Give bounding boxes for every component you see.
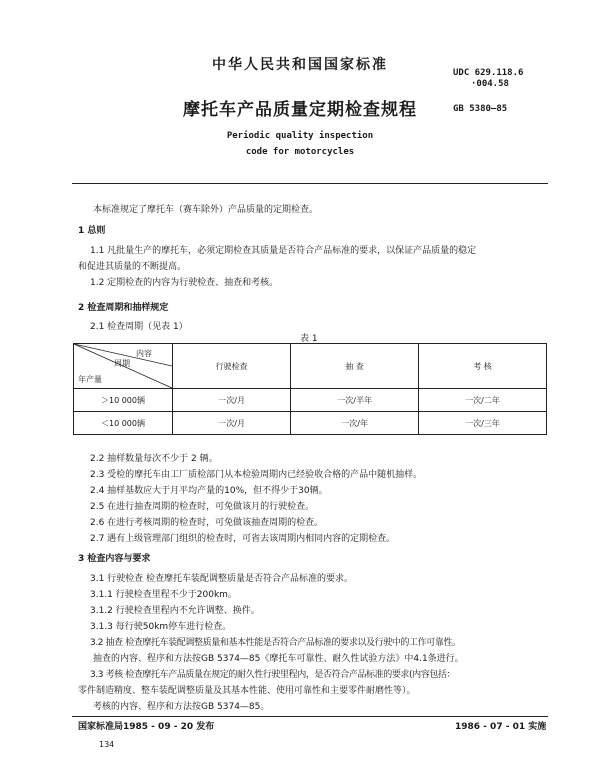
english-title-line-2: code for motorcycles <box>245 147 355 157</box>
para-2-7: 2.7 遇有上级管理部门组织的检查时，可省去该周期内相同内容的定期检查。 <box>90 534 396 544</box>
corner-label-period: 周期 <box>114 359 130 368</box>
column-header-sampling: 抽 查 <box>291 344 419 389</box>
inspection-period-table <box>73 343 547 435</box>
para-1-1-line-1: 1.1 凡批量生产的摩托车，必须定期检查其质量是否符合产品标准的要求，以保证产品质量的稳定 <box>90 246 477 256</box>
gb-number: GB 5380—85 <box>453 104 508 114</box>
para-2-5: 2.5 在进行抽查周期的检查时，可免做该月的行驶检查。 <box>90 502 315 512</box>
para-3-1: 3.1 行驶检查 检查摩托车装配调整质量是否符合产品标准的要求。 <box>90 574 354 584</box>
para-3-1-2: 3.1.2 行驶检查里程内不允许调整、换件。 <box>90 606 260 616</box>
table-row <box>74 389 547 412</box>
top-rule <box>72 183 548 184</box>
table-corner-cell <box>74 344 173 389</box>
row-sampling-cell: 一次/半年 <box>291 389 419 412</box>
table-caption: 表 1 <box>300 334 318 344</box>
row-road-test-cell: 一次/月 <box>173 389 291 412</box>
row-assessment-cell: 一次/二年 <box>419 389 547 412</box>
para-3-3-line-3: 考核的内容、程序和方法按GB 5374—85。 <box>93 702 270 712</box>
para-2-1: 2.1 检查周期（见表 1） <box>90 322 188 332</box>
table-row <box>74 412 547 435</box>
para-1-2: 1.2 定期检查的内容为行驶检查、抽查和考核。 <box>90 278 279 288</box>
intro-text: 本标准规定了摩托车（赛车除外）产品质量的定期检查。 <box>93 205 319 215</box>
para-3-1-3: 3.1.3 每行驶50km停车进行检查。 <box>90 622 232 632</box>
effective-date: 1986 - 07 - 01 实施 <box>455 722 547 732</box>
para-3-3-line-1: 3.3 考核 检查摩托车产品质量在规定的耐久性行驶里程内，是否符合产品标准的要求(内容包括： <box>90 670 456 680</box>
section-1-heading: 1 总则 <box>78 226 106 236</box>
row-output-cell: ＞10 000辆 <box>74 389 173 412</box>
column-header-assessment: 考 核 <box>419 344 547 389</box>
udc-line-2: ·004.58 <box>471 79 509 89</box>
section-2-heading: 2 检查周期和抽样规定 <box>78 303 169 313</box>
table-header-row <box>74 344 547 389</box>
corner-label-content: 内容 <box>136 349 152 358</box>
para-3-3-line-2: 零件制造精度、整车装配调整质量及其基本性能、使用可靠性和主要零件耐磨性等）。 <box>78 686 416 696</box>
column-header-road-test: 行驶检查 <box>173 344 291 389</box>
udc-code <box>453 68 523 90</box>
para-1-1-line-2: 和促进其质量的不断提高。 <box>78 262 187 272</box>
para-2-4: 2.4 抽样基数应大于月平均产量的10%，但不得少于30辆。 <box>90 486 328 496</box>
para-2-2: 2.2 抽样数量每次不少于 2 辆。 <box>90 454 218 464</box>
para-3-1-1: 3.1.1 行驶检查里程不少于200km。 <box>90 590 237 600</box>
udc-line-1: UDC 629.118.6 <box>453 68 524 78</box>
para-2-3: 2.3 受检的摩托车由工厂质检部门从本检验周期内已经验收合格的产品中随机抽样。 <box>90 470 423 480</box>
para-2-6: 2.6 在进行考核周期的检查时，可免做该抽查周期的检查。 <box>90 518 324 528</box>
english-title-line-1: Periodic quality inspection <box>226 131 374 141</box>
issue-date: 国家标准局1985 - 09 - 20 发布 <box>78 722 215 732</box>
bottom-rule <box>72 716 548 717</box>
para-3-2-line-2: 抽查的内容、程序和方法按GB 5374—85《摩托车可靠性、耐久性试验方法》中4.1条进行。 <box>93 654 464 664</box>
standard-org-title: 中华人民共和国国家标准 <box>212 57 388 73</box>
row-road-test-cell: 一次/月 <box>173 412 291 435</box>
document-title: 摩托车产品质量定期检查规程 <box>183 100 417 120</box>
row-output-cell: ＜10 000辆 <box>74 412 173 435</box>
para-3-2-line-1: 3.2 抽查 检查摩托车装配调整质量和基本性能是否符合产品标准的要求以及行驶中的工作可靠性。 <box>90 638 461 648</box>
page-number: 134 <box>99 740 115 749</box>
section-3-heading: 3 检查内容与要求 <box>78 554 151 564</box>
row-assessment-cell: 一次/三年 <box>419 412 547 435</box>
corner-label-output: 年产量 <box>78 375 102 384</box>
row-sampling-cell: 一次/年 <box>291 412 419 435</box>
